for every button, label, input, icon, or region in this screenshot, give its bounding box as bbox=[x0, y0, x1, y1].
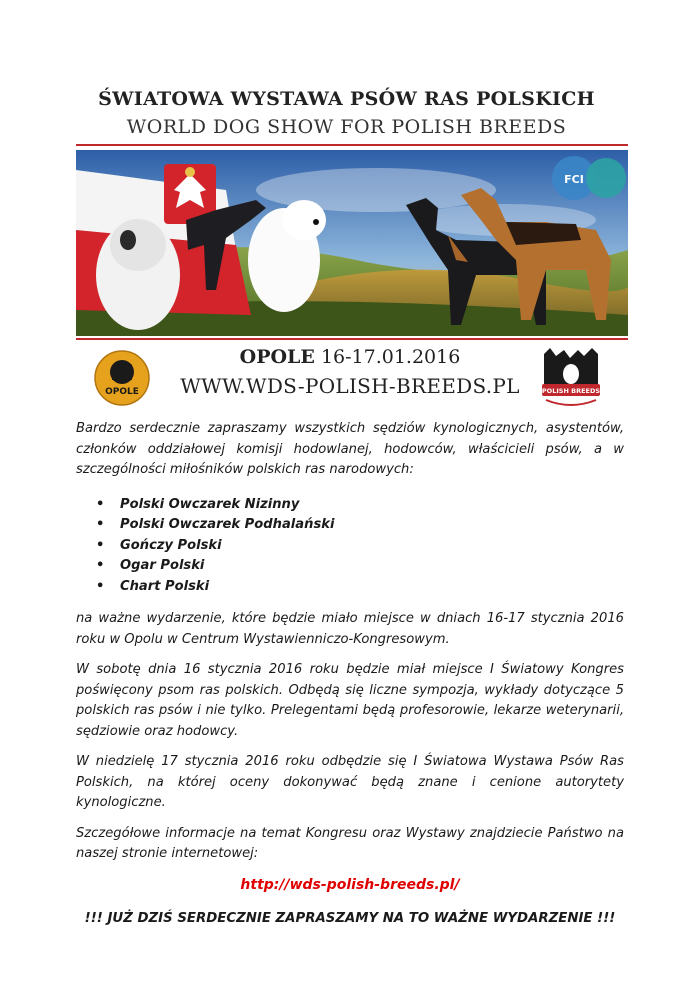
breed-item: • Polski Owczarek Nizinny bbox=[76, 495, 624, 516]
breed-item: • Gończy Polski bbox=[76, 536, 624, 557]
details-paragraph: Szczegółowe informacje na temat Kongresu oraz Wystawy znajdziecie Państwo na naszej stronie internetowej: bbox=[76, 825, 624, 861]
breed-item: • Chart Polski bbox=[76, 577, 624, 598]
intro-paragraph: Bardzo serdecznie zapraszamy wszystkich sędziów kynologicznych, asystentów, członków oddziałowej komisji hodowlanej, hodowców, właścicieli psów, a w szczególności miłośników polskich ras narodowych: bbox=[76, 421, 624, 477]
event-website[interactable]: WWW.WDS-POLISH-BREEDS.PL bbox=[180, 374, 520, 398]
red-divider-top bbox=[76, 144, 628, 146]
red-divider-bottom bbox=[76, 338, 628, 340]
opole-logo bbox=[94, 350, 150, 406]
opole-logo-label: OPOLE bbox=[105, 387, 139, 397]
polish-breeds-logo bbox=[536, 344, 606, 410]
event-paragraph: na ważne wydarzenie, które będzie miało miejsce w dniach 16-17 stycznia 2016 roku w Opolu w Centrum Wystawienniczo-Kongresowym. bbox=[76, 611, 624, 647]
saturday-paragraph: W sobotę dnia 16 stycznia 2016 roku będzie miał miejsce I Światowy Kongres poświęcony psom ras polskich. Odbędą się liczne sympozja, wykłady dotyczące 5 polskich ras psów i nie tylko. Prelegentami będą profesorowie, lekarze weterynarii, sędziowie oraz hodowcy. bbox=[76, 662, 624, 739]
website-link[interactable]: http://wds-polish-breeds.pl/ bbox=[240, 876, 460, 893]
dogs-landscape-illustration bbox=[76, 150, 628, 336]
fci-badge-label: FCI bbox=[564, 173, 584, 186]
title-english: WORLD DOG SHOW FOR POLISH BREEDS bbox=[126, 116, 567, 138]
invitation-body bbox=[76, 419, 624, 930]
breed-list bbox=[76, 495, 624, 598]
breed-item: • Polski Owczarek Podhalański bbox=[76, 515, 624, 536]
event-date-line bbox=[160, 346, 540, 368]
event-city: OPOLE bbox=[239, 346, 315, 368]
closing-invitation: !!! JUŻ DZIŚ SERDECZNIE ZAPRASZAMY NA TO WAŻNE WYDARZENIE !!! bbox=[84, 911, 616, 926]
breed-item: • Ogar Polski bbox=[76, 556, 624, 577]
polish-breeds-logo-label: POLISH BREEDS bbox=[541, 387, 601, 395]
sunday-paragraph: W niedzielę 17 stycznia 2016 roku odbędzie się I Światowa Wystawa Psów Ras Polskich, na której oceny dokonywać będą znane i cenione autorytety kynologiczne. bbox=[76, 754, 624, 810]
event-dates: 16-17.01.2016 bbox=[320, 346, 461, 368]
title-polish: ŚWIATOWA WYSTAWA PSÓW RAS POLSKICH bbox=[98, 88, 595, 110]
banner-image bbox=[76, 150, 628, 336]
